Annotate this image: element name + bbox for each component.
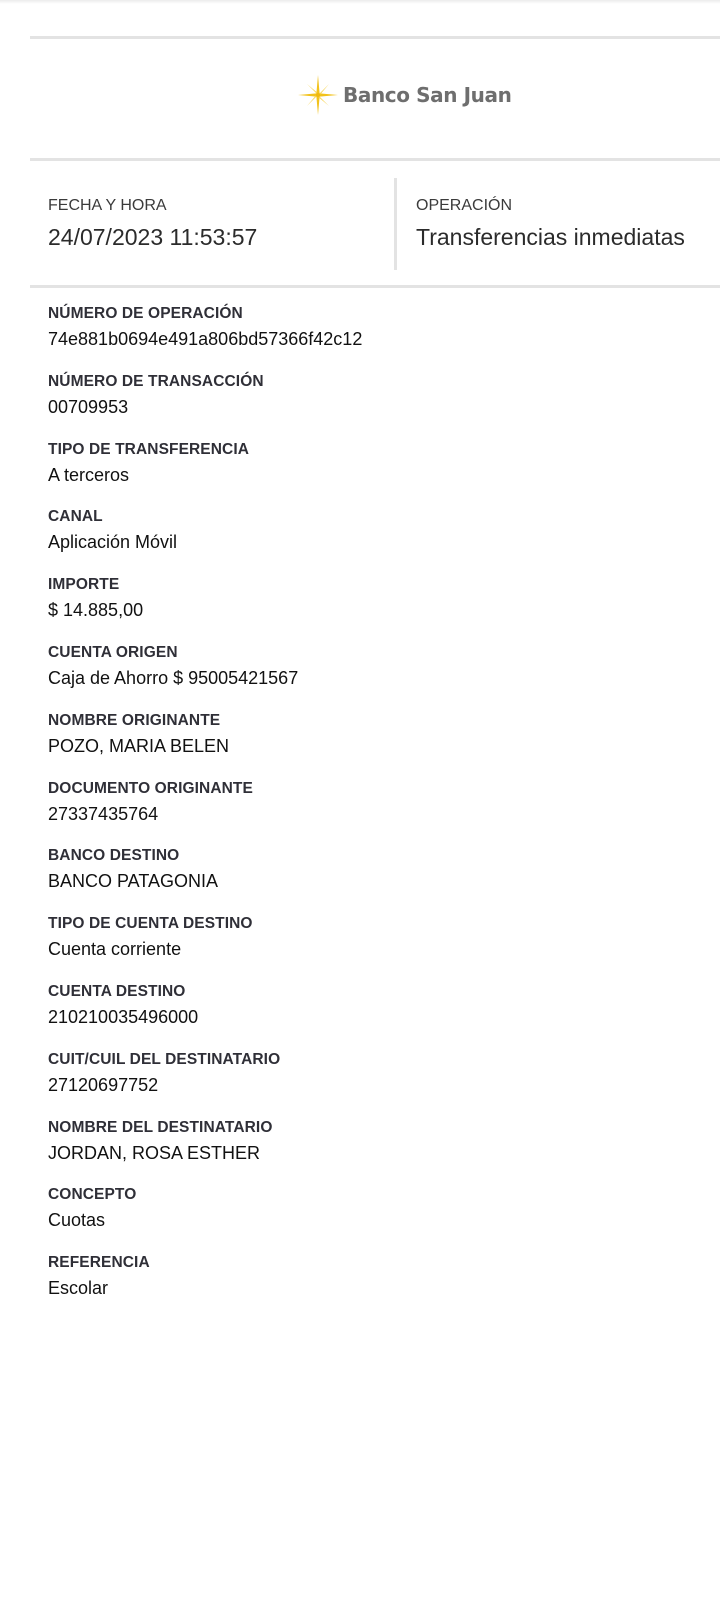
detail-label: TIPO DE CUENTA DESTINO (48, 915, 253, 933)
detail-field (48, 507, 698, 575)
detail-field (48, 982, 698, 1050)
detail-label: REFERENCIA (48, 1254, 150, 1272)
detail-value: $ 14.885,00 (48, 600, 144, 621)
detail-field (48, 914, 698, 982)
bank-name: Banco San Juan (343, 83, 512, 107)
detail-value: Escolar (48, 1278, 109, 1299)
detail-value: POZO, MARIA BELEN (48, 735, 230, 756)
detail-field (48, 372, 698, 440)
operation-label: OPERACIÓN (416, 197, 513, 214)
detail-label: CUIT/CUIL DEL DESTINATARIO (48, 1050, 281, 1068)
detail-label: IMPORTE (48, 576, 120, 594)
datetime-block (48, 196, 257, 252)
detail-label: CUENTA DESTINO (48, 982, 186, 1000)
datetime-label: FECHA Y HORA (48, 197, 167, 214)
operation-value: Transferencias inmediatas (416, 224, 685, 250)
datetime-value: 24/07/2023 11:53:57 (48, 224, 258, 250)
detail-value: 210210035496000 (48, 1006, 199, 1027)
header-top-divider (30, 36, 720, 39)
detail-value: Aplicación Móvil (48, 532, 178, 553)
detail-field (48, 1118, 698, 1186)
detail-field (48, 440, 698, 508)
detail-field (48, 1253, 698, 1321)
detail-value: 27120697752 (48, 1074, 159, 1095)
transfer-details (48, 304, 698, 1321)
detail-label: NÚMERO DE TRANSACCIÓN (48, 372, 264, 390)
detail-value: 27337435764 (48, 803, 159, 824)
detail-value: Cuenta corriente (48, 939, 182, 960)
detail-value: BANCO PATAGONIA (48, 871, 219, 892)
detail-label: CONCEPTO (48, 1186, 137, 1204)
detail-field (48, 304, 698, 372)
detail-label: BANCO DESTINO (48, 847, 180, 865)
detail-label: NOMBRE ORIGINANTE (48, 711, 221, 729)
detail-field (48, 1185, 698, 1253)
detail-value: A terceros (48, 464, 130, 485)
operation-block (416, 196, 685, 252)
detail-field (48, 711, 698, 779)
detail-field (48, 1050, 698, 1118)
detail-label: NOMBRE DEL DESTINATARIO (48, 1118, 273, 1136)
detail-label: TIPO DE TRANSFERENCIA (48, 440, 250, 458)
detail-field (48, 643, 698, 711)
detail-value: Cuotas (48, 1210, 106, 1231)
detail-value: 00709953 (48, 396, 129, 417)
summary-bottom-divider (30, 285, 720, 288)
detail-field (48, 575, 698, 643)
detail-value: 74e881b0694e491a806bd57366f42c12 (48, 329, 363, 349)
detail-value: JORDAN, ROSA ESTHER (48, 1142, 261, 1163)
detail-value: Caja de Ahorro $ 95005421567 (48, 667, 299, 688)
detail-label: CANAL (48, 508, 103, 526)
detail-field (48, 779, 698, 847)
header-bottom-divider (30, 158, 720, 161)
detail-field (48, 846, 698, 914)
bank-logo (298, 74, 511, 116)
detail-label: CUENTA ORIGEN (48, 643, 178, 661)
detail-label: DOCUMENTO ORIGINANTE (48, 779, 253, 797)
star-compass-icon (298, 74, 338, 116)
top-shadow (0, 0, 720, 4)
detail-label: NÚMERO DE OPERACIÓN (48, 305, 243, 322)
summary-vertical-divider (394, 178, 397, 270)
